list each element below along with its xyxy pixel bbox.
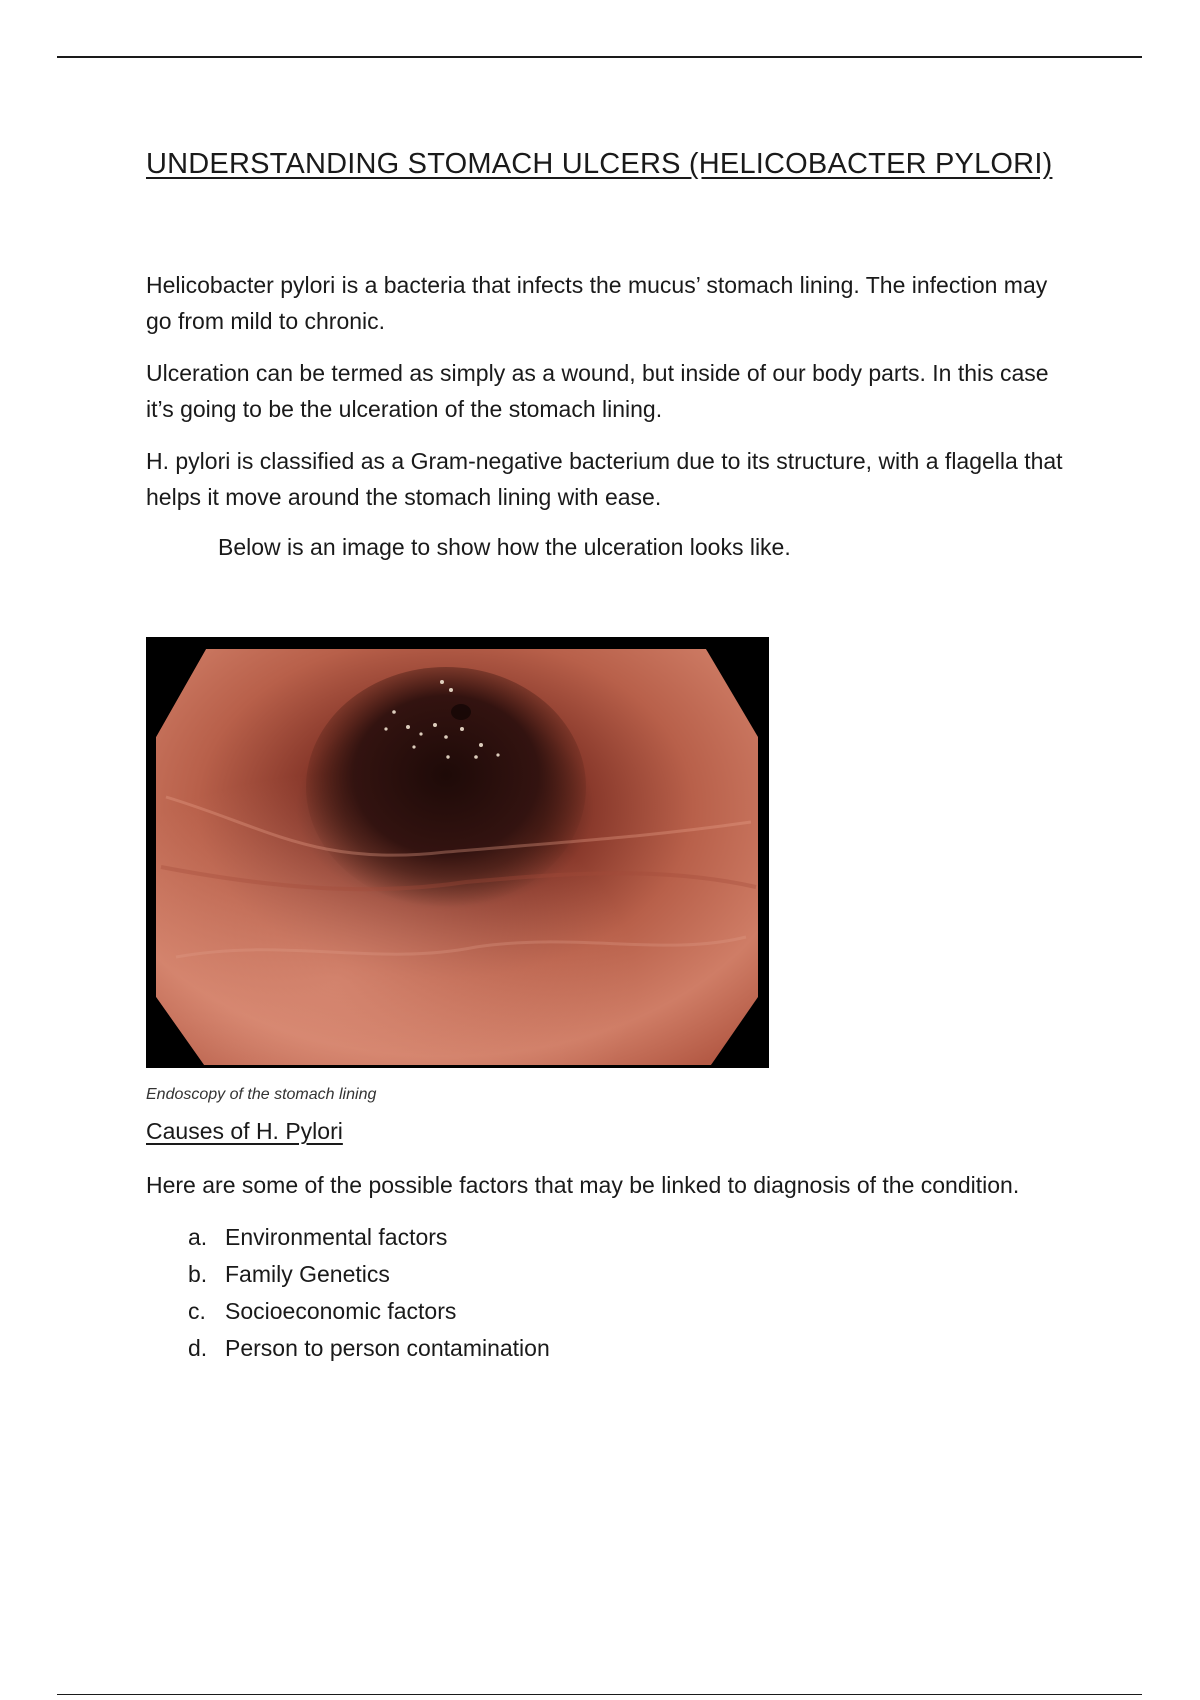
paragraph-ulceration: Ulceration can be termed as simply as a wound, but inside of our body parts. In this case it’s going to be the ulceration of the stomach lining.	[146, 360, 1049, 422]
list-item-text: Person to person contamination	[225, 1335, 550, 1361]
list-marker: d.	[188, 1335, 208, 1361]
figure-caption: Endoscopy of the stomach lining	[146, 1086, 377, 1103]
paragraph-gram-negative: H. pylori is classified as a Gram-negative bacterium due to its structure, with a flagella that helps it move around the stomach lining with ease.	[146, 448, 1063, 510]
list-item	[188, 1256, 1066, 1293]
footer-rule	[57, 1694, 1142, 1695]
list-marker: a.	[188, 1224, 208, 1250]
document-body	[146, 148, 1066, 1367]
list-item-text: Family Genetics	[225, 1261, 390, 1287]
paragraph-image-intro: Below is an image to show how the ulceration looks like.	[218, 534, 791, 560]
list-item-text: Socioeconomic factors	[225, 1298, 457, 1324]
list-marker: c.	[188, 1298, 206, 1324]
section-heading-causes: Causes of H. Pylori	[146, 1118, 343, 1144]
causes-list	[146, 1219, 1066, 1367]
paragraph-intro: Helicobacter pylori is a bacteria that infects the mucus’ stomach lining. The infection may go from mild to chronic.	[146, 272, 1048, 334]
endoscopy-illustration	[146, 637, 769, 1068]
list-item	[188, 1330, 1066, 1367]
header-rule	[57, 56, 1142, 58]
endoscopy-image	[146, 637, 769, 1068]
list-marker: b.	[188, 1261, 208, 1287]
list-item	[188, 1219, 1066, 1256]
page-title: UNDERSTANDING STOMACH ULCERS (HELICOBACTER PYLORI)	[146, 148, 1053, 180]
list-item-text: Environmental factors	[225, 1224, 448, 1250]
paragraph-causes-intro: Here are some of the possible factors that may be linked to diagnosis of the condition.	[146, 1172, 1020, 1198]
list-item	[188, 1293, 1066, 1330]
